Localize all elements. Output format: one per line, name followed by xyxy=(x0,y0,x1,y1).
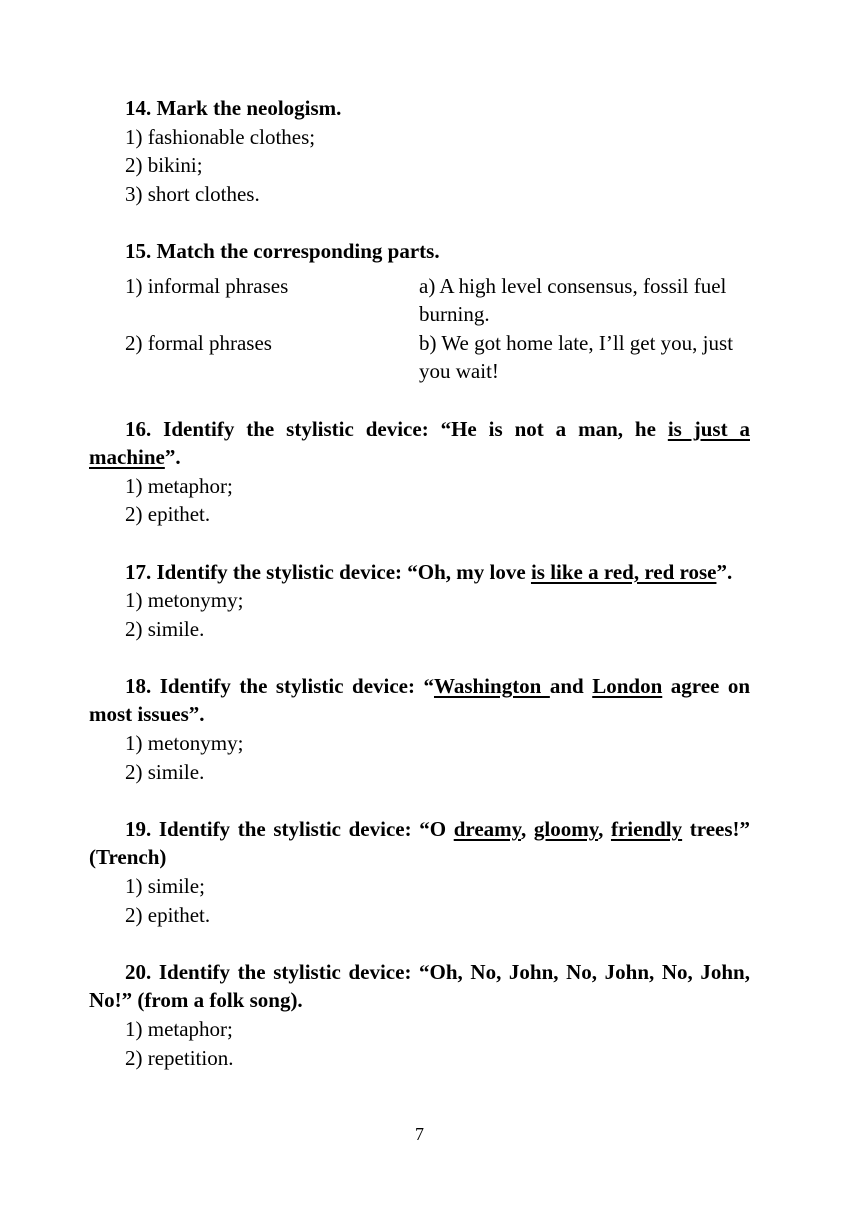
question-16-option-2: 2) epithet. xyxy=(125,502,211,527)
question-17-prefix: 17. Identify the stylistic device: “Oh, my love xyxy=(125,559,531,584)
question-14-option-1: 1) fashionable clothes; xyxy=(125,124,316,149)
question-18-middle: and xyxy=(549,673,593,698)
question-20 xyxy=(89,958,750,1072)
match-right-b: b) We got home late, I’ll get you, just you wait! xyxy=(419,330,734,384)
question-20-title: 20. Identify the stylistic device: “Oh, No, John, No, John, No, John, No!” (from a folk song). xyxy=(89,959,750,1013)
question-19-sep-1: , xyxy=(521,816,534,841)
question-18-underlined-2: London xyxy=(592,673,663,698)
question-14 xyxy=(89,94,750,208)
match-right-a: a) A high level consensus, fossil fuel burning. xyxy=(419,273,727,327)
question-18-underlined-1: Washington xyxy=(433,673,550,698)
question-16 xyxy=(89,415,750,529)
question-18 xyxy=(89,672,750,786)
page-number: 7 xyxy=(415,1124,424,1144)
matching-table xyxy=(89,272,750,386)
match-left-1: 1) informal phrases xyxy=(125,273,289,298)
question-17-suffix: ”. xyxy=(716,559,733,584)
question-19 xyxy=(89,815,750,929)
question-18-suffix: agree on most issues”. xyxy=(89,673,751,727)
question-17 xyxy=(89,558,750,644)
question-19-underlined-1: dreamy xyxy=(453,816,521,841)
question-18-title xyxy=(89,672,750,729)
match-left-2: 2) formal phrases xyxy=(125,330,272,355)
question-17-option-2: 2) simile. xyxy=(125,616,205,641)
question-14-option-2: 2) bikini; xyxy=(125,153,203,178)
question-16-title xyxy=(89,415,750,472)
question-17-underlined: is like a red, red rose xyxy=(530,559,717,584)
question-14-option-3: 3) short clothes. xyxy=(125,181,260,206)
question-14-title: 14. Mark the neologism. xyxy=(125,96,342,120)
question-15 xyxy=(89,237,750,386)
document-page xyxy=(89,94,750,1072)
question-18-prefix: 18. Identify the stylistic device: “ xyxy=(125,673,434,698)
question-16-option-1: 1) metaphor; xyxy=(125,473,233,498)
question-17-option-1: 1) metonymy; xyxy=(125,588,244,613)
question-19-sep-2: , xyxy=(598,816,611,841)
question-19-option-1: 1) simile; xyxy=(125,874,205,899)
question-19-underlined-3: friendly xyxy=(610,816,683,841)
question-20-option-1: 1) metaphor; xyxy=(125,1017,233,1041)
question-16-suffix: ”. xyxy=(164,445,181,470)
question-19-suffix: trees!” (Trench) xyxy=(89,816,751,870)
question-16-prefix: 16. Identify the stylistic device: “He is not a man, he xyxy=(125,416,668,441)
question-19-prefix: 19. Identify the stylistic device: “O xyxy=(125,816,454,841)
question-18-option-2: 2) simile. xyxy=(125,759,205,784)
question-19-underlined-2: gloomy xyxy=(533,816,599,841)
question-17-title xyxy=(89,558,750,587)
question-19-option-2: 2) epithet. xyxy=(125,902,211,927)
question-19-title xyxy=(89,815,750,872)
question-20-option-2: 2) repetition. xyxy=(125,1045,234,1070)
question-16-underlined: is just a machine xyxy=(89,416,750,470)
question-18-option-1: 1) metonymy; xyxy=(125,731,244,756)
question-15-title: 15. Match the corresponding parts. xyxy=(125,238,440,263)
